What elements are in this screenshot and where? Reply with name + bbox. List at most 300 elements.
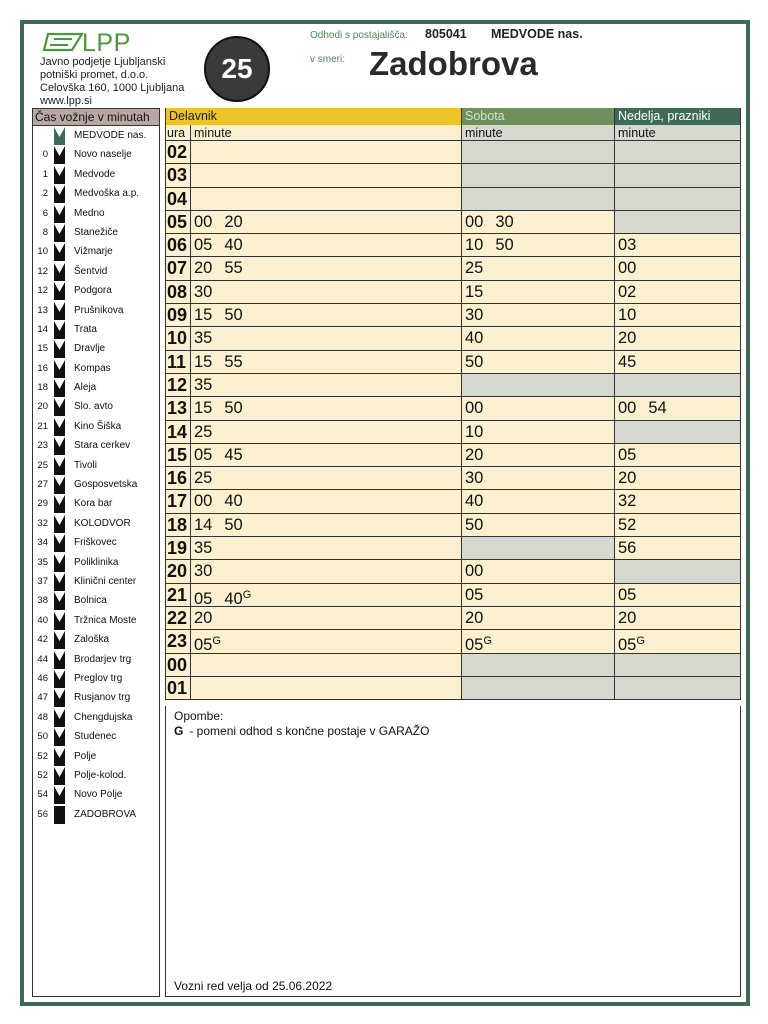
stop-list-name: Medno: [74, 207, 105, 219]
stop-arrow-icon: [54, 631, 65, 648]
saturday-minutes-cell: [461, 397, 614, 419]
stop-list-item: [33, 301, 159, 320]
departure-minute: [648, 397, 666, 419]
departure-minute-value: 20: [224, 212, 243, 231]
weekday-minutes-cell: [191, 397, 461, 419]
departure-minute: [194, 560, 212, 582]
departure-minute-value: 20: [194, 259, 213, 278]
stop-list-item: [33, 223, 159, 242]
stop-arrow-icon: [54, 263, 65, 280]
stop-list-name: KOLODVOR: [74, 517, 131, 529]
departure-minute: [465, 560, 483, 582]
departure-minute: [618, 607, 636, 629]
sunday-minutes-cell: [614, 234, 740, 256]
validity-date: Vozni red velja od 25.06.2022: [174, 979, 333, 993]
sunday-minutes-cell: [614, 467, 740, 489]
departure-minute-value: 30: [194, 282, 213, 301]
sunday-minutes-cell: [614, 677, 740, 699]
saturday-minutes-cell: [461, 630, 614, 652]
hour-cell: 05: [166, 211, 191, 233]
weekday-minutes-cell: [191, 141, 461, 163]
stop-list-name: Šentvid: [74, 265, 108, 277]
sunday-minutes-cell: [614, 304, 740, 326]
departure-minute: [224, 490, 242, 512]
sunday-minutes-cell: [614, 421, 740, 443]
departure-minute: [618, 490, 636, 512]
departure-minute: [465, 421, 483, 443]
departure-minute: [194, 421, 212, 443]
stop-travel-minutes: 32: [37, 517, 48, 529]
saturday-minutes-cell: [461, 234, 614, 256]
departure-minute-value: 40: [224, 492, 243, 511]
stop-travel-minutes: 23: [37, 440, 48, 452]
stop-travel-minutes: 48: [37, 711, 48, 723]
departure-minute: [194, 257, 212, 279]
stop-travel-minutes: 35: [37, 556, 48, 568]
timetable-row: [166, 630, 740, 653]
departure-minute: [465, 234, 483, 256]
departure-minute: [465, 467, 483, 489]
stop-travel-minutes: 47: [37, 692, 48, 704]
hour-cell: 22: [166, 607, 191, 629]
stop-list-item: [33, 553, 159, 572]
departure-minute-value: 55: [224, 259, 243, 278]
departure-minute-value: 00: [194, 212, 213, 231]
departure-minute-value: 20: [618, 608, 637, 627]
stop-travel-minutes: 14: [37, 323, 48, 335]
stop-list-item: [33, 145, 159, 164]
stop-arrow-icon: [54, 767, 65, 784]
timetable-grid: [165, 108, 741, 700]
departure-minute: [465, 351, 483, 373]
weekday-minutes-cell: [191, 327, 461, 349]
saturday-minutes-cell: [461, 211, 614, 233]
departure-minute: [618, 514, 636, 536]
stop-arrow-icon: [54, 573, 65, 590]
stop-travel-minutes: 6: [42, 207, 48, 219]
stop-list-name: Slo. avto: [74, 401, 113, 413]
stop-list-name: Kompas: [74, 362, 111, 374]
notes-title: Opombe:: [174, 709, 224, 723]
departure-minute: [465, 327, 483, 349]
stop-travel-minutes: 50: [37, 731, 48, 743]
column-subheader: [166, 125, 740, 141]
departure-minute-value: 00: [465, 399, 484, 418]
departure-minute-value: 25: [465, 259, 484, 278]
stop-arrow-icon: [54, 476, 65, 493]
stop-travel-minutes: 16: [37, 362, 48, 374]
departure-minute-value: 40: [465, 329, 484, 348]
stop-arrow-icon: [54, 554, 65, 571]
hour-cell: 15: [166, 444, 191, 466]
timetable-row: [166, 584, 740, 607]
departure-minute-value: 05: [194, 445, 213, 464]
saturday-minutes-cell: [461, 164, 614, 186]
hour-cell: 06: [166, 234, 191, 256]
saturday-minutes-cell: [461, 281, 614, 303]
departure-minute-value: 45: [618, 352, 637, 371]
timetable-sheet: [20, 20, 750, 1006]
stop-travel-minutes: 12: [37, 285, 48, 297]
hour-cell: 11: [166, 351, 191, 373]
stop-list-name: Chengdujska: [74, 711, 133, 723]
timetable-row: [166, 281, 740, 304]
departure-minute-value: 02: [618, 282, 637, 301]
hour-cell: 20: [166, 560, 191, 582]
hour-cell: 07: [166, 257, 191, 279]
sunday-minutes-cell: [614, 514, 740, 536]
stop-arrow-icon: [54, 709, 65, 726]
stop-list-name: Novo Polje: [74, 789, 123, 801]
stop-travel-minutes: 42: [37, 634, 48, 646]
stop-list-name: Podgora: [74, 285, 112, 297]
departure-minute-value: 00: [618, 259, 637, 278]
saturday-minutes-cell: [461, 514, 614, 536]
departure-minute-value: 32: [618, 492, 637, 511]
stop-list-name: Stanežiče: [74, 226, 118, 238]
weekday-minutes-cell: [191, 677, 461, 699]
saturday-minutes-cell: [461, 374, 614, 396]
hour-cell: 13: [166, 397, 191, 419]
departure-minute: [224, 257, 242, 279]
departure-minute: [618, 467, 636, 489]
stop-arrow-icon: [54, 146, 65, 163]
stop-list-name: Vižmarje: [74, 246, 113, 258]
sunday-minutes-cell: [614, 537, 740, 559]
weekday-minutes-cell: [191, 654, 461, 676]
stop-travel-minutes: 13: [37, 304, 48, 316]
stop-list-item: [33, 184, 159, 203]
stop-travel-minutes: 25: [37, 459, 48, 471]
saturday-minutes-cell: [461, 421, 614, 443]
stop-list-item: [33, 591, 159, 610]
departure-minute: [224, 397, 242, 419]
departure-minute-value: 05: [194, 236, 213, 255]
hour-cell: 17: [166, 490, 191, 512]
stop-travel-minutes: 52: [37, 750, 48, 762]
timetable-row: [166, 304, 740, 327]
stop-arrow-icon: [54, 302, 65, 319]
notes-key: G: [174, 724, 184, 738]
stop-list-item: [33, 165, 159, 184]
stop-code: 805041: [425, 27, 467, 41]
stop-list-item: [33, 262, 159, 281]
departure-minute-value: 05: [465, 585, 484, 604]
stop-arrow-icon: [54, 166, 65, 183]
stop-travel-minutes: 0: [42, 149, 48, 161]
hour-cell: 21: [166, 584, 191, 606]
stop-arrow-icon: [54, 728, 65, 745]
garage-note-marker: G: [636, 635, 645, 648]
stop-list-item: [33, 708, 159, 727]
timetable-row: [166, 514, 740, 537]
stop-arrow-icon: [54, 670, 65, 687]
departure-minute-value: 15: [194, 352, 213, 371]
departure-minute: [465, 607, 483, 629]
saturday-minutes-cell: [461, 141, 614, 163]
departure-minute-value: 14: [194, 515, 213, 534]
weekday-minutes-cell: [191, 351, 461, 373]
direction-caption: v smeri:: [310, 54, 345, 65]
timetable-row: [166, 374, 740, 397]
stop-list-name: Friškovec: [74, 537, 117, 549]
stop-list-item: [33, 456, 159, 475]
stop-arrow-icon: [54, 786, 65, 803]
stop-list-name: Aleja: [74, 382, 97, 394]
stop-list-item: [33, 339, 159, 358]
stop-list-name: Kino Šiška: [74, 420, 122, 432]
departure-minute: [618, 257, 636, 279]
departure-minute: [194, 514, 212, 536]
stop-list-item: [33, 533, 159, 552]
departure-minute: [465, 444, 483, 466]
saturday-minutes-cell: [461, 607, 614, 629]
stop-list-item: [33, 650, 159, 669]
sunday-minutes-cell: [614, 607, 740, 629]
timetable-row: [166, 467, 740, 490]
timetable-row: [166, 188, 740, 211]
departure-minute: [465, 257, 483, 279]
stop-arrow-icon: [54, 534, 65, 551]
hour-cell: 23: [166, 630, 191, 652]
stop-list-item: [33, 281, 159, 300]
stop-list-name: Dravlje: [74, 343, 106, 355]
departure-minute: [465, 281, 483, 303]
weekday-minutes-cell: [191, 304, 461, 326]
departure-minute-value: 00: [465, 212, 484, 231]
stop-travel-minutes: 38: [37, 595, 48, 607]
weekday-minutes-cell: [191, 607, 461, 629]
direction-name: Zadobrova: [369, 45, 538, 82]
stop-list-panel: [32, 108, 160, 997]
weekday-minutes-cell: [191, 490, 461, 512]
logo-text: LPP: [82, 29, 131, 57]
departure-minute-value: 20: [194, 608, 213, 627]
departure-minute-value: 30: [465, 469, 484, 488]
stop-travel-minutes: 21: [37, 420, 48, 432]
stop-list-item: [33, 397, 159, 416]
departure-minute-value: 10: [465, 236, 484, 255]
departure-minute-value: 20: [465, 608, 484, 627]
departure-minute: [465, 304, 483, 326]
departure-minute: [194, 630, 221, 652]
departure-minute-value: 50: [224, 399, 243, 418]
garage-note-marker: G: [212, 635, 221, 648]
departure-minute-value: 05: [618, 636, 637, 653]
stop-travel-minutes: 54: [37, 789, 48, 801]
sunday-minutes-cell: [614, 188, 740, 210]
departure-minute-value: 05: [618, 445, 637, 464]
garage-note-marker: G: [483, 635, 492, 648]
stop-travel-minutes: 27: [37, 479, 48, 491]
stop-list-item: [33, 436, 159, 455]
timetable-row: [166, 607, 740, 630]
notes-text: - pomeni odhod s končne postaje v GARAŽO: [189, 724, 430, 738]
stop-list: [33, 126, 159, 824]
weekday-minutes-cell: [191, 234, 461, 256]
stop-list-name: Polje: [74, 750, 97, 762]
departure-minute-value: 00: [194, 492, 213, 511]
departure-minute-value: 55: [224, 352, 243, 371]
departure-minute-value: 50: [465, 352, 484, 371]
departure-minute: [194, 490, 212, 512]
departure-minute: [224, 304, 242, 326]
stop-list-item: [33, 630, 159, 649]
departure-minute: [224, 351, 242, 373]
stop-arrow-icon: [54, 205, 65, 222]
stop-list-item: [33, 572, 159, 591]
stop-list-name: Gosposvetska: [74, 479, 138, 491]
weekday-minutes-cell: [191, 537, 461, 559]
stop-list-item: [33, 378, 159, 397]
departure-minute-value: 25: [194, 469, 213, 488]
departure-minute: [194, 607, 212, 629]
stop-list-name: Bolnica: [74, 595, 107, 607]
weekday-minutes-cell: [191, 467, 461, 489]
departure-minute: [618, 537, 636, 559]
hour-cell: 08: [166, 281, 191, 303]
stop-travel-minutes: 20: [37, 401, 48, 413]
stop-travel-minutes: 37: [37, 575, 48, 587]
saturday-minutes-cell: [461, 188, 614, 210]
hour-cell: 16: [166, 467, 191, 489]
departure-minute: [465, 397, 483, 419]
departure-minute-value: 35: [194, 375, 213, 394]
departure-minute: [224, 584, 251, 606]
sunday-minutes-cell: [614, 374, 740, 396]
sunday-minutes-cell: [614, 211, 740, 233]
departure-minute: [618, 234, 636, 256]
weekday-minutes-cell: [191, 211, 461, 233]
stop-list-name: Studenec: [74, 731, 117, 743]
stop-travel-minutes: 34: [37, 537, 48, 549]
departure-minute-value: 10: [465, 422, 484, 441]
departure-minute-value: 15: [194, 399, 213, 418]
departure-minute: [618, 630, 645, 652]
departure-minute-value: 40: [224, 589, 243, 606]
sunday-minutes-cell: [614, 560, 740, 582]
departure-minute: [194, 467, 212, 489]
departure-minute-value: 00: [465, 562, 484, 581]
stop-arrow-icon: [54, 282, 65, 299]
departure-minute-value: 25: [194, 422, 213, 441]
timetable-row: [166, 490, 740, 513]
stop-name: MEDVODE nas.: [491, 27, 583, 41]
departure-minute-value: 03: [618, 236, 637, 255]
stop-list-item: [33, 766, 159, 785]
weekday-minute-label: minute: [191, 125, 461, 140]
stop-arrow-icon: [54, 457, 65, 474]
stop-travel-minutes: 18: [37, 382, 48, 394]
stop-list-item: [33, 805, 159, 824]
garage-note-marker: G: [242, 588, 252, 601]
sunday-minutes-cell: [614, 630, 740, 652]
stop-list-item: [33, 669, 159, 688]
saturday-minutes-cell: [461, 584, 614, 606]
stop-travel-minutes: 46: [37, 672, 48, 684]
route-number-badge: 25: [204, 36, 270, 102]
stop-list-item: [33, 475, 159, 494]
hour-cell: 04: [166, 188, 191, 210]
hour-cell: 18: [166, 514, 191, 536]
stop-arrow-icon: [54, 515, 65, 532]
stop-travel-minutes: 29: [37, 498, 48, 510]
stop-list-name: Trata: [74, 323, 97, 335]
stop-list-item: [33, 359, 159, 378]
stop-travel-minutes: 1: [42, 168, 48, 180]
stop-list-heading: Čas vožnje v minutah: [33, 109, 159, 126]
weekday-minutes-cell: [191, 374, 461, 396]
sunday-minutes-cell: [614, 141, 740, 163]
hour-cell: 19: [166, 537, 191, 559]
departure-minute: [618, 444, 636, 466]
company-line: potniški promet, d.o.o.: [40, 69, 149, 81]
stop-list-name: Zaloška: [74, 634, 110, 646]
sunday-minute-label: minute: [614, 125, 740, 140]
departure-minute: [465, 514, 483, 536]
weekday-minutes-cell: [191, 281, 461, 303]
stop-list-name: ZADOBROVA: [74, 808, 137, 820]
departure-minute: [224, 514, 242, 536]
departure-minute: [194, 281, 212, 303]
stop-list-name: Polje-kolod.: [74, 769, 127, 781]
stop-list-name: Klinični center: [74, 575, 137, 587]
stop-arrow-icon: [54, 398, 65, 415]
departure-minute: [194, 234, 212, 256]
stop-arrow-icon: [54, 748, 65, 765]
departure-minute: [194, 304, 212, 326]
departure-minute-value: 50: [495, 236, 514, 255]
saturday-minutes-cell: [461, 467, 614, 489]
company-website: www.lpp.si: [40, 95, 92, 107]
departure-minute-value: 00: [618, 399, 637, 418]
departure-minute: [224, 234, 242, 256]
saturday-minutes-cell: [461, 654, 614, 676]
timetable-row: [166, 444, 740, 467]
hour-cell: 03: [166, 164, 191, 186]
sunday-minutes-cell: [614, 397, 740, 419]
stop-travel-minutes: 56: [37, 808, 48, 820]
departure-minute-value: 05: [465, 636, 484, 653]
timetable-rows: [166, 141, 740, 700]
departure-minute: [194, 351, 212, 373]
sunday-minutes-cell: [614, 654, 740, 676]
departure-minute-value: 10: [618, 306, 637, 325]
stop-travel-minutes: 15: [37, 343, 48, 355]
departure-minute: [618, 584, 636, 606]
stop-arrow-icon: [54, 495, 65, 512]
sunday-minutes-cell: [614, 444, 740, 466]
departure-minute: [618, 397, 636, 419]
hour-cell: 09: [166, 304, 191, 326]
stop-arrow-icon: [54, 612, 65, 629]
stop-list-item: [33, 514, 159, 533]
stop-travel-minutes: 8: [42, 226, 48, 238]
hour-cell: 10: [166, 327, 191, 349]
end-stop-marker-icon: [54, 806, 65, 823]
stop-travel-minutes: 52: [37, 769, 48, 781]
stop-arrow-icon: [54, 224, 65, 241]
departure-minute-value: 30: [495, 212, 514, 231]
notes-panel: [165, 706, 741, 997]
saturday-minutes-cell: [461, 351, 614, 373]
timetable-row: [166, 211, 740, 234]
departure-minute-value: 45: [224, 445, 243, 464]
stop-travel-minutes: 2: [42, 188, 48, 200]
stop-list-item: [33, 727, 159, 746]
stop-list-name: Rusjanov trg: [74, 692, 131, 704]
timetable-row: [166, 234, 740, 257]
